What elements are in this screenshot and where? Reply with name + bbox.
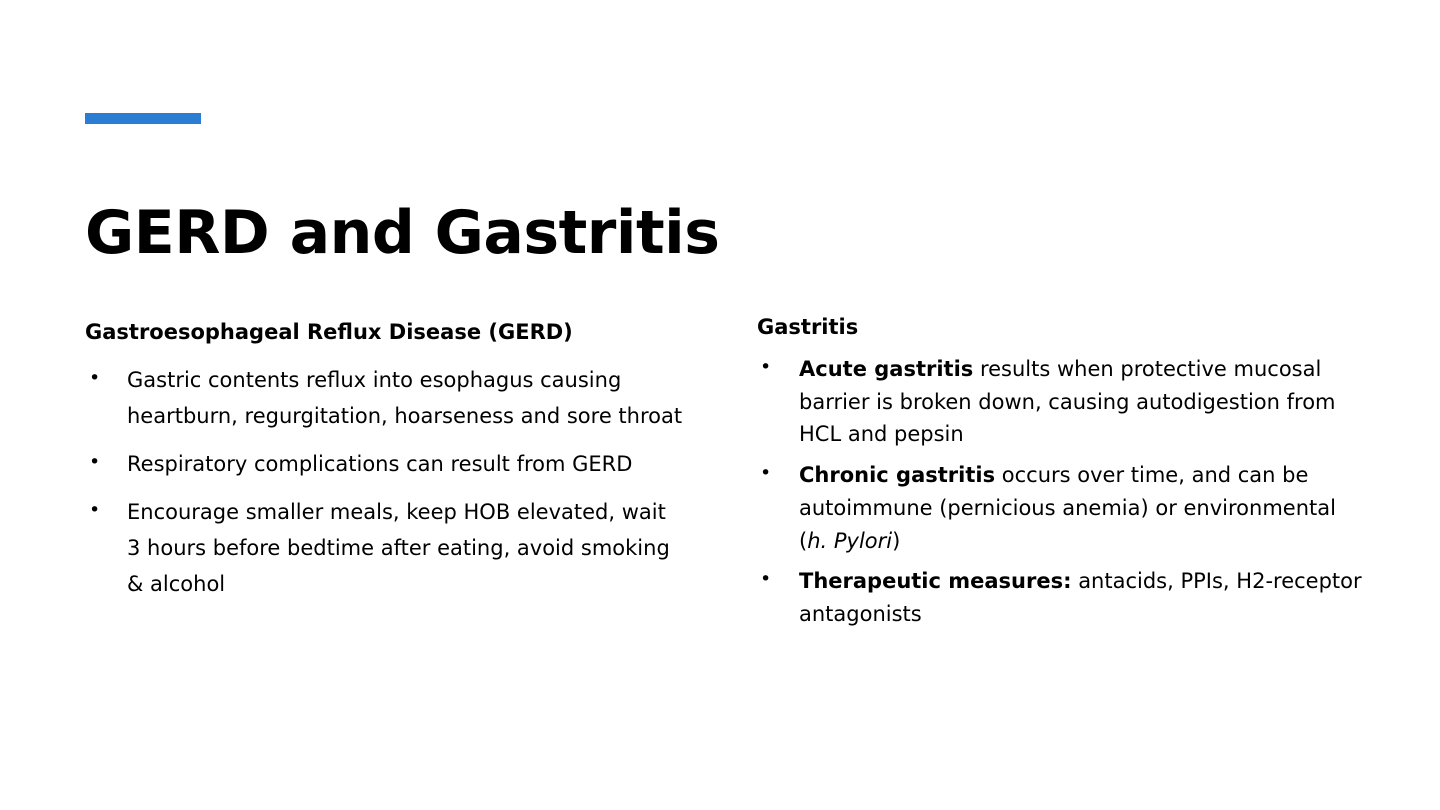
bullet-tail: ) — [892, 528, 901, 553]
list-item — [757, 459, 1367, 557]
page-title: GERD and Gastritis — [85, 198, 720, 269]
bullet-text: Respiratory complications can result from GERD — [127, 452, 633, 477]
list-item — [757, 565, 1367, 631]
bullet-text: antacids, PPIs, H2-receptor antagonists — [799, 569, 1362, 627]
list-item — [757, 353, 1367, 451]
bullet-italic: h. Pylori — [807, 528, 893, 553]
list-item — [85, 362, 685, 434]
bullet-text: results when protective mucosal barrier is broken down, causing autodigestion from HCL and pepsin — [799, 356, 1336, 447]
title-accent-bar — [85, 113, 201, 124]
bullet-text: Gastric contents reflux into esophagus causing heartburn, regurgitation, hoarseness and sore throat — [127, 367, 683, 428]
left-column-heading: Gastroesophageal Reflux Disease (GERD) — [85, 320, 573, 344]
list-item — [85, 446, 685, 482]
left-column-bullet-list — [85, 362, 685, 603]
bullet-text: occurs over time, and can be autoimmune (pernicious anemia) or environmental ( — [799, 463, 1336, 553]
list-item — [85, 494, 685, 602]
bullet-lead: Therapeutic measures: — [799, 569, 1072, 594]
bullet-text: Encourage smaller meals, keep HOB elevated, wait 3 hours before bedtime after eating, avoid smoking & alcohol — [127, 500, 670, 597]
bullet-lead: Chronic gastritis — [799, 463, 996, 488]
left-column — [85, 318, 685, 614]
right-column-bullet-list — [757, 353, 1367, 631]
right-column — [757, 313, 1367, 639]
bullet-lead: Acute gastritis — [799, 356, 974, 381]
right-column-heading: Gastritis — [757, 315, 859, 339]
